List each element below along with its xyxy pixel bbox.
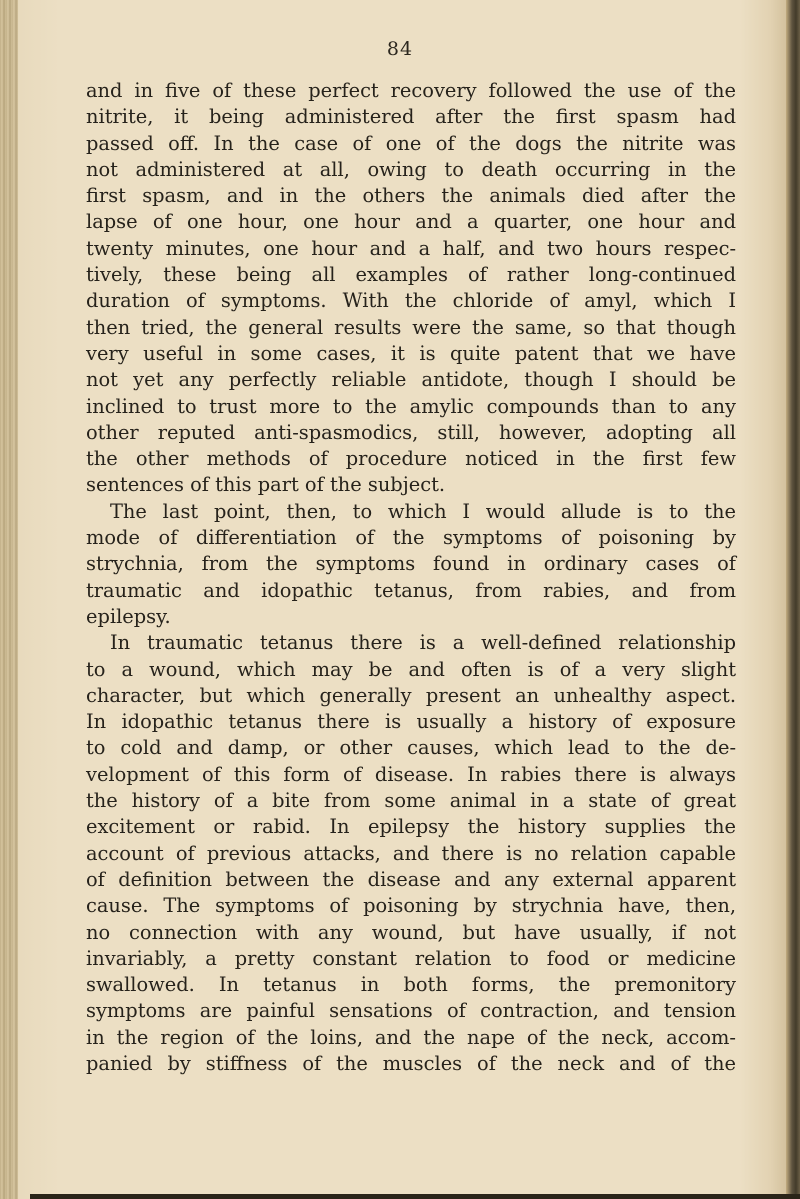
text-line: character, but which generally present an unhealthy aspect. (86, 683, 736, 707)
body-text (86, 78, 736, 1077)
text-line: lapse of one hour, one hour and a quarter, one hour and (86, 210, 736, 234)
page-bottom-edge (30, 1194, 800, 1199)
text-line: cause. The symptoms of poisoning by strychnia have, then, (86, 894, 736, 918)
text-line: account of previous attacks, and there is no relation capable (86, 841, 736, 865)
text-line: the history of a bite from some animal in a state of great (86, 789, 736, 813)
text-line: first spasm, and in the others the animals died after the (86, 184, 736, 208)
text-line: In traumatic tetanus there is a well-defined relationship (110, 631, 736, 655)
text-line: to a wound, which may be and often is of a very slight (86, 657, 736, 681)
text-line: excitement or rabid. In epilepsy the history supplies the (86, 815, 736, 839)
text-line: swallowed. In tetanus in both forms, the premonitory (86, 973, 736, 997)
text-line: the other methods of procedure noticed in the first few (86, 447, 736, 471)
text-line: in the region of the loins, and the nape of the neck, accom- (86, 1025, 736, 1049)
text-line: velopment of this form of disease. In rabies there is always (86, 762, 736, 786)
text-line: inclined to trust more to the amylic compounds than to any (86, 394, 736, 418)
text-line: no connection with any wound, but have usually, if not (86, 920, 736, 944)
text-line: traumatic and idopathic tetanus, from rabies, and from (86, 578, 736, 602)
text-line: then tried, the general results were the same, so that though (86, 315, 736, 339)
text-line: other reputed anti-spasmodics, still, however, adopting all (86, 420, 736, 444)
page-binding-edge (0, 0, 18, 1199)
text-line: sentences of this part of the subject. (86, 473, 446, 497)
text-line: The last point, then, to which I would allude is to the (110, 499, 736, 523)
text-line: epilepsy. (86, 604, 171, 628)
text-line: very useful in some cases, it is quite patent that we have (86, 341, 736, 365)
text-line: twenty minutes, one hour and a half, and two hours respec- (86, 236, 736, 260)
text-line: invariably, a pretty constant relation to food or medicine (86, 946, 736, 970)
text-line: not administered at all, owing to death occurring in the (86, 157, 736, 181)
text-line: duration of symptoms. With the chloride of amyl, which I (86, 289, 736, 313)
text-line: mode of differentiation of the symptoms of poisoning by (86, 526, 736, 550)
text-line: not yet any perfectly reliable antidote, though I should be (86, 368, 736, 392)
text-line: strychnia, from the symptoms found in ordinary cases of (86, 552, 736, 576)
text-line: In idopathic tetanus there is usually a history of exposure (86, 710, 736, 734)
text-line: panied by stiffness of the muscles of the neck and of the (86, 1051, 736, 1075)
text-line: tively, these being all examples of rather long-continued (86, 263, 736, 287)
text-line: to cold and damp, or other causes, which lead to the de- (86, 736, 736, 760)
text-line: nitrite, it being administered after the first spasm had (86, 105, 736, 129)
text-line: symptoms are painful sensations of contraction, and tension (86, 999, 736, 1023)
text-line: and in five of these perfect recovery followed the use of the (86, 79, 736, 102)
page-right-edge (786, 0, 800, 1199)
page-number: 84 (386, 38, 414, 60)
text-line: of definition between the disease and any external apparent (86, 867, 736, 891)
text-line: passed off. In the case of one of the dogs the nitrite was (86, 131, 736, 155)
